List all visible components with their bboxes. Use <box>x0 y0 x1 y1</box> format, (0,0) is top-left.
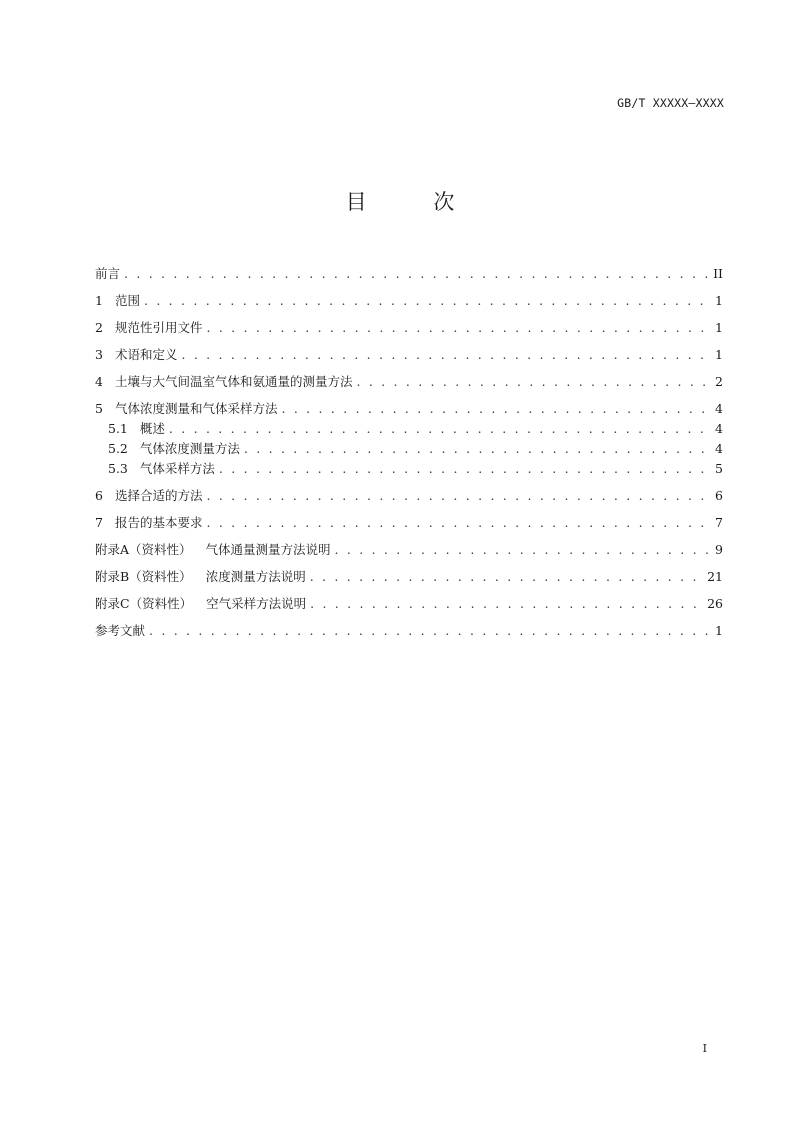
dot-leader <box>206 487 711 504</box>
toc-entry-concentration-sampling[interactable] <box>95 400 723 417</box>
toc-section-number: 3 <box>95 347 103 362</box>
document-code: GB/T XXXXX—XXXX <box>617 96 724 110</box>
dot-leader <box>310 568 703 585</box>
toc-section-number: 5.2 <box>108 441 128 456</box>
toc-entry-label: 参考文献 <box>95 623 146 638</box>
page-number: I <box>702 1042 707 1055</box>
toc-section-title: 土壤与大气间温室气体和氨通量的测量方法 <box>114 374 353 389</box>
table-of-contents <box>95 265 723 649</box>
toc-entry-normative-references[interactable] <box>95 319 723 336</box>
toc-annex-label: 附录C（资料性） <box>95 596 193 611</box>
toc-entry-scope[interactable] <box>95 292 723 309</box>
toc-entry-label <box>95 595 306 612</box>
toc-page-number: 21 <box>707 569 723 584</box>
toc-section-title: 浓度测量方法说明 <box>205 569 306 584</box>
toc-page-number: 2 <box>715 374 723 389</box>
toc-entry-annex-b[interactable] <box>95 568 723 585</box>
toc-section-title: 气体采样方法 <box>139 461 215 476</box>
toc-entry-report-requirements[interactable] <box>95 514 723 531</box>
toc-entry-label <box>95 541 331 558</box>
dot-leader <box>144 292 711 309</box>
toc-entry-terms-definitions[interactable] <box>95 346 723 363</box>
toc-entry-label <box>95 373 352 390</box>
toc-page-number: 4 <box>715 441 723 456</box>
page-title: 目 次 <box>345 190 485 214</box>
toc-section-title: 概述 <box>139 421 165 436</box>
toc-page-number: 9 <box>715 542 723 557</box>
dot-leader <box>356 373 711 390</box>
dot-leader <box>219 460 711 477</box>
toc-section-title: 气体浓度测量和气体采样方法 <box>114 401 278 416</box>
toc-section-title: 气体浓度测量方法 <box>139 441 240 456</box>
dot-leader <box>169 420 711 437</box>
toc-entry-label <box>108 460 215 477</box>
toc-page-number: II <box>713 266 723 281</box>
toc-page-number: 4 <box>715 421 723 436</box>
dot-leader <box>124 265 709 282</box>
toc-entry-label <box>95 292 140 309</box>
dot-leader <box>206 319 711 336</box>
toc-section-title: 空气采样方法说明 <box>206 596 307 611</box>
toc-section-title: 气体通量测量方法说明 <box>205 542 331 557</box>
toc-page-number: 26 <box>707 596 723 611</box>
toc-page-number: 7 <box>715 515 723 530</box>
dot-leader <box>181 346 711 363</box>
toc-section-number: 7 <box>95 515 103 530</box>
toc-section-number: 1 <box>95 293 103 308</box>
toc-page-number: 1 <box>715 347 723 362</box>
toc-entry-label <box>95 514 202 531</box>
toc-entry-sampling-methods[interactable] <box>95 460 723 477</box>
toc-section-title: 选择合适的方法 <box>114 488 203 503</box>
toc-page-number: 1 <box>715 623 723 638</box>
toc-entry-label <box>95 346 177 363</box>
toc-section-title: 报告的基本要求 <box>114 515 203 530</box>
toc-section-number: 5 <box>95 401 103 416</box>
toc-entry-choose-method[interactable] <box>95 487 723 504</box>
dot-leader <box>335 541 711 558</box>
toc-section-number: 5.3 <box>108 461 128 476</box>
toc-section-title: 规范性引用文件 <box>114 320 203 335</box>
toc-section-title: 术语和定义 <box>114 347 178 362</box>
toc-entry-foreword[interactable] <box>95 265 723 282</box>
toc-section-number: 4 <box>95 374 103 389</box>
toc-entry-label <box>95 400 277 417</box>
toc-entry-concentration-methods[interactable] <box>95 440 723 457</box>
toc-entry-label <box>95 487 202 504</box>
toc-page-number: 4 <box>715 401 723 416</box>
toc-entry-overview[interactable] <box>95 420 723 437</box>
toc-section-number: 6 <box>95 488 103 503</box>
toc-entry-flux-methods[interactable] <box>95 373 723 390</box>
toc-entry-annex-c[interactable] <box>95 595 723 612</box>
toc-entry-annex-a[interactable] <box>95 541 723 558</box>
toc-annex-label: 附录B（资料性） <box>95 569 192 584</box>
toc-entry-label <box>95 568 306 585</box>
dot-leader <box>281 400 711 417</box>
toc-page-number: 1 <box>715 293 723 308</box>
toc-entry-bibliography[interactable] <box>95 622 723 639</box>
dot-leader <box>244 440 711 457</box>
toc-section-number: 2 <box>95 320 103 335</box>
toc-section-number: 5.1 <box>108 421 128 436</box>
toc-entry-label: 前言 <box>95 266 121 281</box>
toc-entry-label <box>95 319 202 336</box>
toc-page-number: 5 <box>715 461 723 476</box>
toc-page-number: 1 <box>715 320 723 335</box>
toc-entry-label <box>108 420 165 437</box>
dot-leader <box>310 595 703 612</box>
toc-page-number: 6 <box>715 488 723 503</box>
dot-leader <box>206 514 711 531</box>
toc-section-title: 范围 <box>114 293 140 308</box>
toc-annex-label: 附录A（资料性） <box>95 542 192 557</box>
toc-entry-label <box>108 440 240 457</box>
dot-leader <box>149 622 711 639</box>
